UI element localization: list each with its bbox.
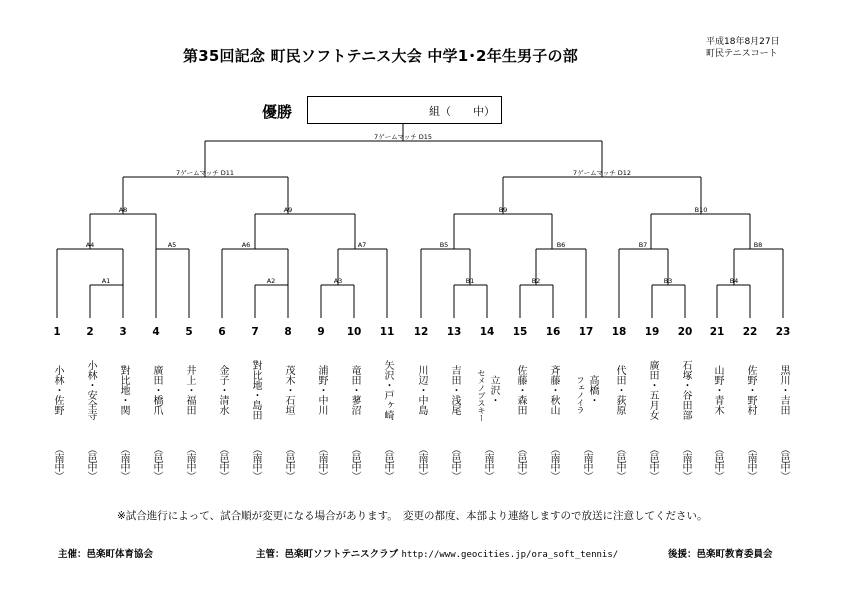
player-school <box>604 444 634 480</box>
player-names: 吉田・浅尾 <box>449 365 460 415</box>
player-school <box>637 444 667 480</box>
player-school-text: （邑中） <box>515 444 526 480</box>
player-school-text: （邑中） <box>151 444 162 480</box>
player-entry <box>472 326 502 480</box>
player-school-text: （南中） <box>482 444 493 480</box>
player-name-block <box>306 340 336 440</box>
footer-sponsor: 後援：邑楽町教育委員会 <box>668 549 773 560</box>
player-school <box>372 444 402 480</box>
player-names: 代田・荻原 <box>614 365 625 415</box>
player-number: 6 <box>218 326 226 338</box>
player-name-block <box>604 340 634 440</box>
player-name-block <box>141 340 171 440</box>
player-school-text: （邑中） <box>614 444 625 480</box>
player-school-text: （南中） <box>316 444 327 480</box>
player-school <box>735 444 765 480</box>
event-venue: 町民テニスコート <box>706 49 778 59</box>
player-entry <box>439 326 469 480</box>
player-entry <box>42 326 72 480</box>
player-school-text: （邑中） <box>217 444 228 480</box>
player-name-block <box>339 340 369 440</box>
player-entry <box>240 326 270 480</box>
player-school-text: （邑中） <box>647 444 658 480</box>
player-number: 20 <box>677 326 693 338</box>
player-entry <box>306 326 336 480</box>
player-school-text: （南中） <box>184 444 195 480</box>
event-date: 平成18年8月27日 <box>706 37 780 47</box>
player-school <box>42 444 72 480</box>
player-entry <box>207 326 237 480</box>
player-entry <box>604 326 634 480</box>
player-number: 11 <box>379 326 395 338</box>
player-number: 13 <box>446 326 462 338</box>
player-school-text: （邑中） <box>778 444 789 480</box>
winner-box-text: 組（ 中） <box>429 105 495 118</box>
match-label-b8: B8 <box>753 241 763 249</box>
player-school <box>108 444 138 480</box>
player-names: 矢沢・戸ヶ崎 <box>382 360 393 420</box>
player-name-block <box>768 340 798 440</box>
player-names: 對比地・関 <box>118 365 129 415</box>
player-school <box>538 444 568 480</box>
player-school <box>240 444 270 480</box>
footer-organizer-block <box>256 546 618 560</box>
player-school <box>339 444 369 480</box>
player-number: 19 <box>644 326 660 338</box>
player-school <box>670 444 700 480</box>
player-number: 5 <box>185 326 193 338</box>
player-number: 1 <box>53 326 61 338</box>
player-entry <box>538 326 568 480</box>
player-school <box>768 444 798 480</box>
player-name-block <box>670 340 700 440</box>
player-number: 15 <box>512 326 528 338</box>
player-name-block <box>372 340 402 440</box>
player-school-text: （邑中） <box>382 444 393 480</box>
page-title: 第35回記念 町民ソフトテニス大会 中学1･2年生男子の部 <box>183 47 578 65</box>
player-school-text: （南中） <box>416 444 427 480</box>
player-names: 川辺・中島 <box>416 365 427 415</box>
player-names: 廣田・橋爪 <box>151 365 162 415</box>
schedule-note: ※試合進行によって、試合順が変更になる場合があります。 変更の都度、本部より連絡しますので放送に注意してください。 <box>117 510 708 522</box>
footer-url[interactable]: http://www.geocities.jp/ora_soft_tennis/ <box>401 550 619 560</box>
player-school <box>174 444 204 480</box>
player-entry <box>108 326 138 480</box>
footer-host: 主催：邑楽町体育協会 <box>58 549 154 560</box>
match-label-b6: B6 <box>556 241 566 249</box>
player-number: 16 <box>545 326 561 338</box>
player-entry <box>670 326 700 480</box>
player-school <box>439 444 469 480</box>
player-name-block <box>207 340 237 440</box>
player-name-block <box>75 340 105 440</box>
match-label-a9: A9 <box>283 206 293 214</box>
match-label-b5: B5 <box>439 241 449 249</box>
player-name-block <box>505 340 535 440</box>
player-entry <box>637 326 667 480</box>
player-names-continued: フェノイラ <box>576 376 585 414</box>
player-names: 茂木・石垣 <box>283 365 294 415</box>
player-names: 小林・佐野 <box>52 365 63 415</box>
player-names: 高橋・ <box>587 375 598 405</box>
player-names: 井上・福田 <box>184 365 195 415</box>
player-school <box>75 444 105 480</box>
player-school <box>141 444 171 480</box>
player-school-text: （南中） <box>745 444 756 480</box>
match-label-b3: B3 <box>663 277 673 285</box>
player-name-block <box>637 340 667 440</box>
match-label-b7: B7 <box>638 241 648 249</box>
player-name-block <box>42 340 72 440</box>
player-number: 9 <box>317 326 325 338</box>
player-name-block <box>735 340 765 440</box>
match-label-a8: A8 <box>118 206 128 214</box>
player-entry <box>174 326 204 480</box>
player-entry <box>768 326 798 480</box>
match-label-b2: B2 <box>531 277 541 285</box>
player-name-block <box>571 340 601 440</box>
player-names: 對比地・島田 <box>250 360 261 420</box>
player-school-text: （南中） <box>250 444 261 480</box>
player-names: 金子・清水 <box>217 365 228 415</box>
player-names: 石塚・谷田部 <box>680 360 691 420</box>
player-entry <box>339 326 369 480</box>
match-label-b1: B1 <box>465 277 475 285</box>
player-name-block <box>702 340 732 440</box>
player-names: 竜田・蓼沼 <box>349 365 360 415</box>
player-entry <box>505 326 535 480</box>
player-school-text: （邑中） <box>85 444 96 480</box>
player-names: 小林・安全寺 <box>85 360 96 420</box>
player-name-block <box>472 340 502 440</box>
match-label-a5: A5 <box>167 241 177 249</box>
winner-label: 優勝 <box>262 103 293 121</box>
player-number: 3 <box>119 326 127 338</box>
player-entry <box>702 326 732 480</box>
match-label-a6: A6 <box>241 241 251 249</box>
player-school <box>406 444 436 480</box>
match-label-b10: B10 <box>694 206 708 214</box>
player-names: 佐野・野村 <box>745 365 756 415</box>
player-name-block <box>538 340 568 440</box>
player-entry <box>75 326 105 480</box>
player-school <box>472 444 502 480</box>
player-number: 21 <box>709 326 725 338</box>
match-label-d11: 7ゲームマッチ D11 <box>175 169 235 177</box>
player-entry <box>372 326 402 480</box>
match-label-final: 7ゲームマッチ D15 <box>373 133 433 141</box>
player-school-text: （南中） <box>581 444 592 480</box>
player-school <box>505 444 535 480</box>
player-name-block <box>439 340 469 440</box>
player-name-block <box>240 340 270 440</box>
player-entry <box>273 326 303 480</box>
player-school <box>702 444 732 480</box>
player-school <box>273 444 303 480</box>
bracket-lines <box>57 124 783 318</box>
player-number: 18 <box>611 326 627 338</box>
player-name-block <box>406 340 436 440</box>
player-school-text: （南中） <box>118 444 129 480</box>
player-entry <box>141 326 171 480</box>
player-names: 山野・青木 <box>712 365 723 415</box>
player-names: 立沢・ <box>488 375 499 405</box>
match-label-d12: 7ゲームマッチ D12 <box>572 169 632 177</box>
match-label-a3: A3 <box>333 277 343 285</box>
player-number: 22 <box>742 326 758 338</box>
player-school-text: （邑中） <box>712 444 723 480</box>
player-number: 14 <box>479 326 495 338</box>
match-label-a4: A4 <box>85 241 95 249</box>
player-names: 浦野・中川 <box>316 365 327 415</box>
player-name-block <box>174 340 204 440</box>
match-label-b9: B9 <box>498 206 508 214</box>
player-names: 黒川・吉田 <box>778 365 789 415</box>
player-number: 8 <box>284 326 292 338</box>
player-number: 2 <box>86 326 94 338</box>
player-entry <box>735 326 765 480</box>
player-names: 佐藤・森田 <box>515 365 526 415</box>
player-entry <box>571 326 601 480</box>
player-school-text: （邑中） <box>449 444 460 480</box>
player-number: 23 <box>775 326 791 338</box>
player-number: 7 <box>251 326 259 338</box>
player-name-block <box>108 340 138 440</box>
match-label-a7: A7 <box>357 241 367 249</box>
player-school-text: （邑中） <box>349 444 360 480</box>
match-label-a1: A1 <box>101 277 111 285</box>
player-name-block <box>273 340 303 440</box>
match-label-b4: B4 <box>729 277 739 285</box>
player-school-text: （南中） <box>680 444 691 480</box>
player-school <box>571 444 601 480</box>
footer-organizer: 主管：邑楽町ソフトテニスクラブ <box>256 549 399 560</box>
player-school <box>306 444 336 480</box>
player-number: 10 <box>346 326 362 338</box>
player-school-text: （南中） <box>52 444 63 480</box>
player-school <box>207 444 237 480</box>
player-names-continued: セメノブスキー <box>477 368 486 422</box>
player-number: 17 <box>578 326 594 338</box>
player-school-text: （南中） <box>548 444 559 480</box>
player-entry <box>406 326 436 480</box>
player-number: 4 <box>152 326 160 338</box>
match-label-a2: A2 <box>266 277 276 285</box>
player-school-text: （邑中） <box>283 444 294 480</box>
player-number: 12 <box>413 326 429 338</box>
player-names: 斉藤・秋山 <box>548 365 559 415</box>
player-names: 廣田・五月女 <box>647 360 658 420</box>
